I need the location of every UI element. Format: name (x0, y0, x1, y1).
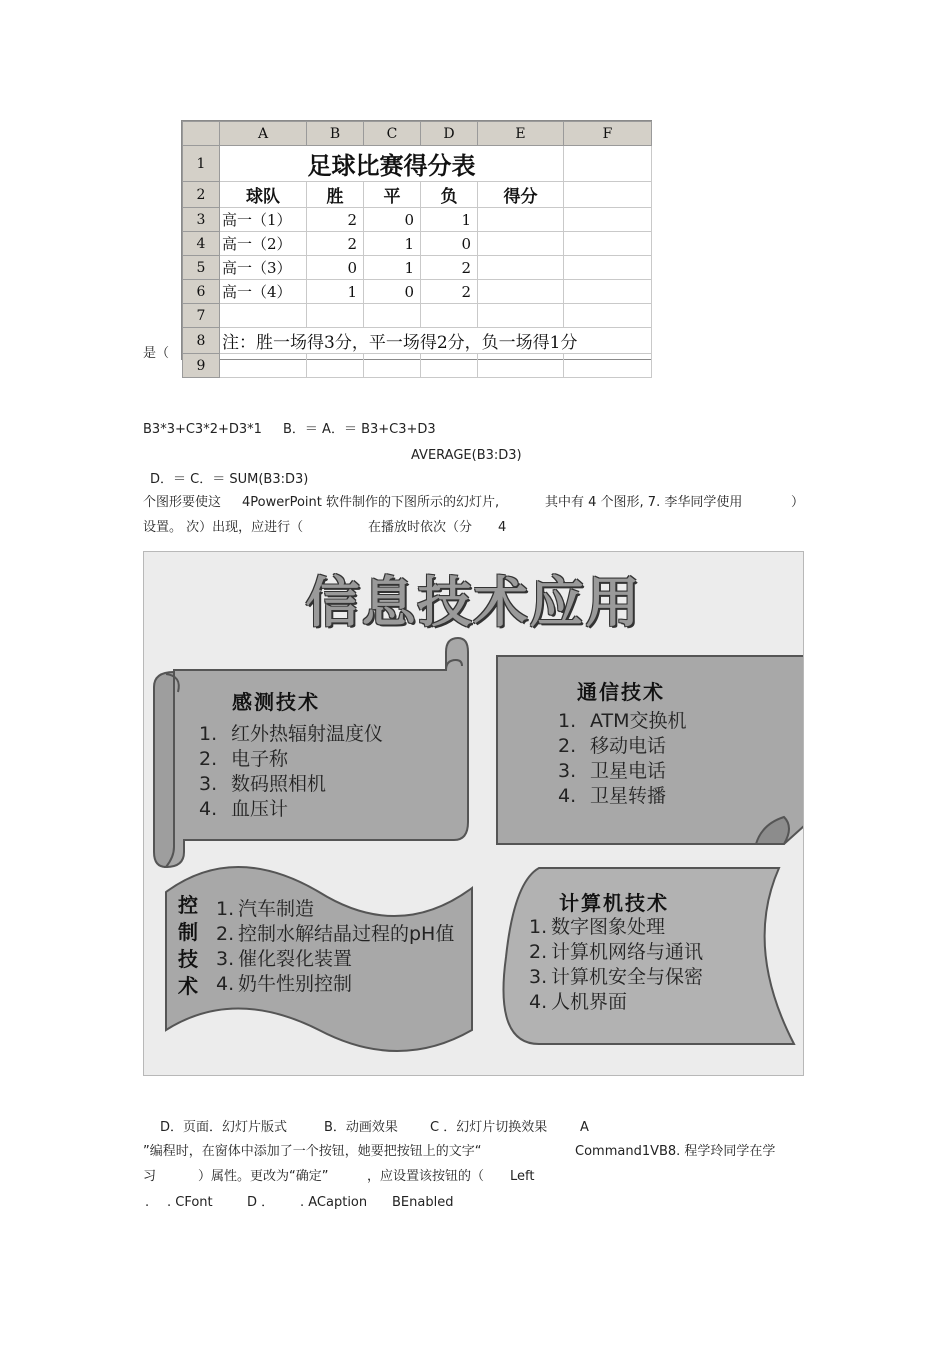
option-text: A (580, 1120, 589, 1135)
cell (564, 280, 652, 304)
list-item: 4. 卫星转播 (558, 785, 667, 807)
list-item: 2. 移动电话 (558, 735, 667, 757)
cell (564, 256, 652, 280)
col-header-c: C (364, 122, 421, 146)
row-header: 7 (183, 304, 220, 328)
win-cell: 1 (307, 280, 364, 304)
cell (220, 354, 307, 378)
list-item-text: ATM交换机 (590, 710, 687, 732)
list-item: 1. 数字图象处理 (529, 916, 666, 938)
question-text: Left (510, 1169, 535, 1184)
row-header: 4 (183, 232, 220, 256)
list-item-text: 红外热辐射温度仪 (231, 723, 384, 745)
list-item-text: 计算机网络与通讯 (551, 941, 704, 963)
cell (564, 182, 652, 208)
option-text: D ． (247, 1195, 275, 1210)
list-item: 2. 电子称 (199, 748, 289, 770)
cell (307, 304, 364, 328)
list-item-text: 卫星电话 (590, 760, 667, 782)
col-header-a: A (220, 122, 307, 146)
list-item: 1. ATM交换机 (558, 710, 687, 732)
cell (220, 304, 307, 328)
list-item-text: 计算机安全与保密 (551, 966, 704, 988)
powerpoint-slide-image (143, 551, 804, 1076)
cell (307, 354, 364, 378)
header-team: 球队 (220, 182, 307, 208)
row-header: 1 (183, 146, 220, 182)
control-heading-char: 控 (178, 893, 198, 917)
list-item: 4. 血压计 (199, 798, 289, 820)
question-text: Command1VB8. 程学玲同学在学 (575, 1144, 776, 1159)
row-header: 9 (183, 354, 220, 378)
list-item-text: 汽车制造 (238, 898, 315, 920)
col-header-d: D (421, 122, 478, 146)
score-cell (478, 232, 564, 256)
cell (478, 354, 564, 378)
score-cell (478, 280, 564, 304)
score-cell (478, 256, 564, 280)
cell (564, 146, 652, 182)
option-text: . CFont (167, 1195, 213, 1210)
cell (364, 304, 421, 328)
question-text: 个图形要使这 (143, 495, 222, 510)
control-heading-char: 术 (178, 974, 198, 998)
list-item: 2. 控制水解结晶过程的pH值 (216, 923, 455, 945)
corner-cell (183, 122, 220, 146)
sensing-heading: 感测技术 (232, 690, 320, 714)
communication-heading: 通信技术 (577, 680, 665, 704)
list-item-text: 催化裂化装置 (238, 948, 353, 970)
cell (564, 208, 652, 232)
option-text: BEnabled (392, 1195, 454, 1210)
loss-cell: 1 (421, 208, 478, 232)
option-text: D．页面．幻灯片版式 (160, 1120, 288, 1135)
spreadsheet-image (181, 120, 652, 374)
question-text: 4PowerPoint 软件制作的下图所示的幻灯片, (242, 495, 500, 510)
header-score: 得分 (478, 182, 564, 208)
list-item-text: 奶牛性别控制 (238, 973, 353, 995)
draw-cell: 1 (364, 232, 421, 256)
list-item: 1. 红外热辐射温度仪 (199, 723, 384, 745)
cell (421, 304, 478, 328)
col-header-b: B (307, 122, 364, 146)
question-text: 是（ (143, 346, 170, 361)
list-item: 1. 汽车制造 (216, 898, 315, 920)
scoring-note: 注：胜一场得3分，平一场得2分，负一场得1分 (220, 328, 652, 354)
win-cell: 2 (307, 232, 364, 256)
question-text: 在播放时依次（分 (368, 520, 473, 535)
table-row (183, 328, 652, 354)
draw-cell: 0 (364, 208, 421, 232)
list-item-text: 移动电话 (590, 735, 667, 757)
list-item-text: 控制水解结晶过程的pH值 (238, 923, 455, 945)
row-header: 8 (183, 328, 220, 354)
question-text: ） (791, 495, 805, 510)
col-header-f: F (564, 122, 652, 146)
control-heading-char: 技 (178, 947, 198, 971)
control-heading (178, 892, 200, 1000)
list-item: 2. 计算机网络与通讯 (529, 941, 704, 963)
option-text: . (145, 1195, 150, 1210)
header-win: 胜 (307, 182, 364, 208)
list-item: 3. 卫星电话 (558, 760, 667, 782)
option-text: . ACaption (300, 1195, 368, 1210)
slide-title: 信息技术应用 (305, 571, 642, 634)
team-cell: 高一（4） (220, 280, 307, 304)
option-text: B．动画效果 (324, 1120, 398, 1135)
question-text: 设置。 次）出现，应进行（ (143, 520, 304, 535)
list-item-text: 人机界面 (551, 991, 628, 1013)
question-text: ”编程时，在窗体中添加了一个按钮，她要把按钮上的文字“ (143, 1144, 482, 1159)
table-row (183, 280, 652, 304)
list-item-text: 电子称 (231, 748, 289, 770)
cell (564, 304, 652, 328)
question-text: 4 (498, 520, 507, 535)
score-table (182, 121, 652, 378)
question-text: 习 (143, 1169, 157, 1184)
list-item: 3. 计算机安全与保密 (529, 966, 704, 988)
table-row (183, 146, 652, 182)
row-header: 3 (183, 208, 220, 232)
table-row (183, 354, 652, 378)
communication-list (558, 709, 687, 809)
draw-cell: 0 (364, 280, 421, 304)
option-text: B3*3+C3*2+D3*1 (143, 422, 262, 437)
win-cell: 2 (307, 208, 364, 232)
option-text: B．＝ A．＝ B3+C3+D3 (283, 422, 436, 437)
score-cell (478, 208, 564, 232)
loss-cell: 2 (421, 280, 478, 304)
row-header: 6 (183, 280, 220, 304)
list-item: 4. 奶牛性别控制 (216, 973, 353, 995)
sheet-title: 足球比赛得分表 (220, 146, 564, 182)
table-row (183, 256, 652, 280)
header-draw: 平 (364, 182, 421, 208)
cell (478, 304, 564, 328)
question-text: 其中有 4 个图形, 7. 李华同学使用 (545, 495, 743, 510)
list-item-text: 数码照相机 (231, 773, 327, 795)
table-row (183, 304, 652, 328)
option-text: C ．幻灯片切换效果 (430, 1120, 548, 1135)
cell (564, 354, 652, 378)
table-row (183, 232, 652, 256)
team-cell: 高一（1） (220, 208, 307, 232)
loss-cell: 2 (421, 256, 478, 280)
list-item: 4. 人机界面 (529, 991, 628, 1013)
team-cell: 高一（3） (220, 256, 307, 280)
control-list (216, 897, 454, 997)
cell (364, 354, 421, 378)
option-text: AVERAGE(B3:D3) (411, 448, 522, 463)
question-text: ，应设置该按钮的（ (367, 1169, 485, 1184)
question-text: ）属性。更改为“确定” (198, 1169, 329, 1184)
loss-cell: 0 (421, 232, 478, 256)
table-row (183, 182, 652, 208)
col-header-e: E (478, 122, 564, 146)
list-item: 3. 催化裂化装置 (216, 948, 353, 970)
sensing-list (199, 722, 383, 822)
header-loss: 负 (421, 182, 478, 208)
row-header: 5 (183, 256, 220, 280)
table-row (183, 208, 652, 232)
cell (421, 354, 478, 378)
row-header: 2 (183, 182, 220, 208)
team-cell: 高一（2） (220, 232, 307, 256)
computer-list (529, 915, 703, 1015)
list-item-text: 数字图象处理 (551, 916, 666, 938)
cell (564, 232, 652, 256)
list-item: 3. 数码照相机 (199, 773, 327, 795)
list-item-text: 血压计 (231, 798, 289, 820)
column-header-row (183, 122, 652, 146)
control-heading-char: 制 (178, 920, 198, 944)
option-text: D．＝ C．＝ SUM(B3:D3) (150, 472, 309, 487)
computer-heading: 计算机技术 (559, 891, 669, 915)
win-cell: 0 (307, 256, 364, 280)
draw-cell: 1 (364, 256, 421, 280)
list-item-text: 卫星转播 (590, 785, 667, 807)
